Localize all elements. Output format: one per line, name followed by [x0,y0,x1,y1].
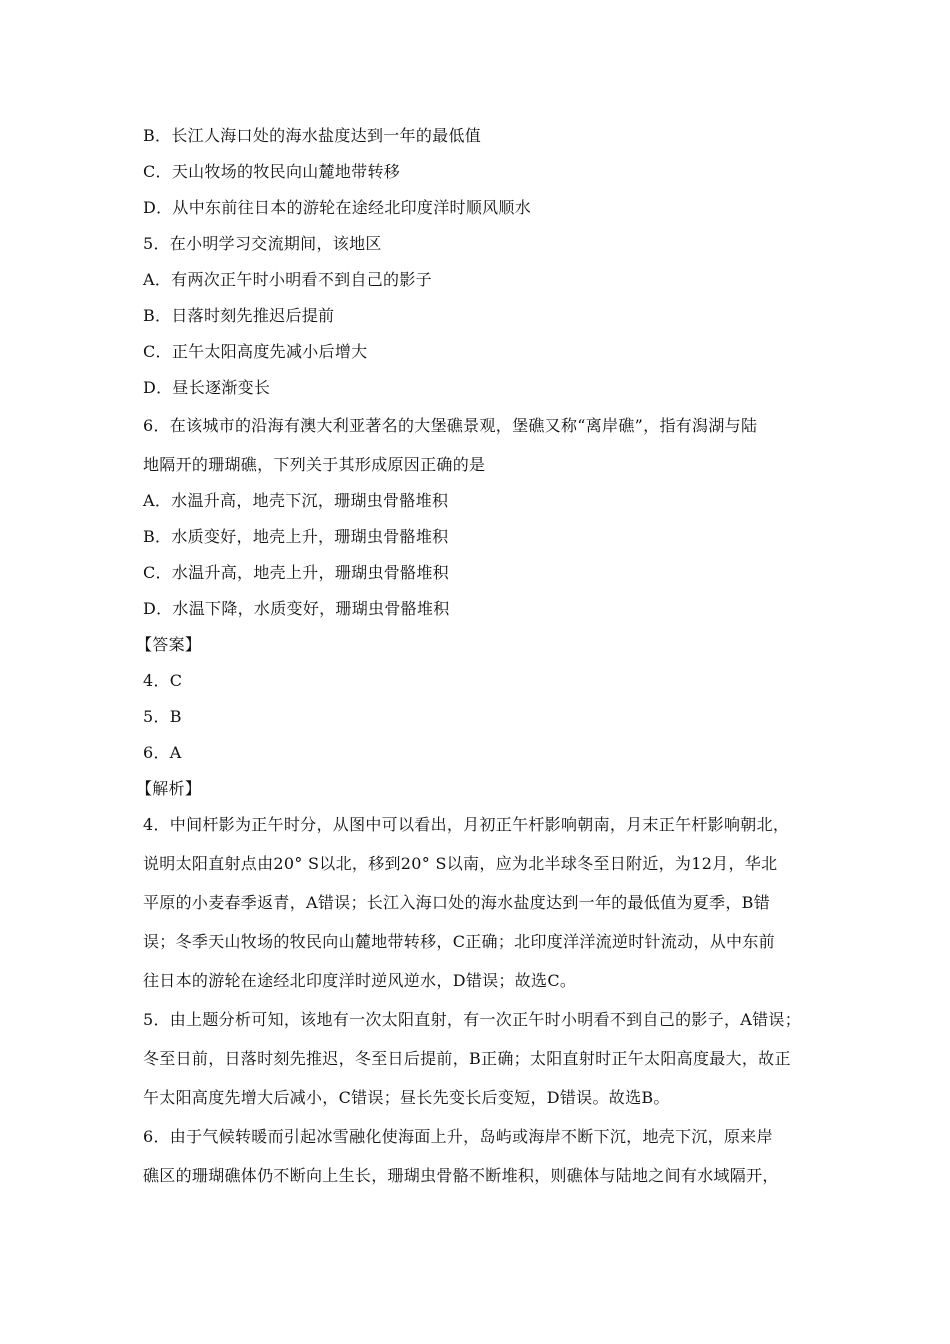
q5-option-a: A．有两次正午时小明看不到自己的影子 [143,270,432,289]
answer-q4: 4．C [143,671,183,690]
q4-option-b: B．长江人海口处的海水盐度达到一年的最低值 [143,126,482,145]
q5-option-c: C．正午太阳高度先减小后增大 [143,342,368,361]
q5-option-b: B．日落时刻先推迟后提前 [143,306,335,325]
analysis-q5-line: 午太阳高度先增大后减小，C错误；昼长先变长后变短，D错误。故选B。 [143,1088,670,1107]
analysis-q6-line: 礁区的珊瑚礁体仍不断向上生长，珊瑚虫骨骼不断堆积，则礁体与陆地之间有水域隔开， [143,1166,779,1185]
analysis-q4-line: 4．中间杆影为正午时分，从图中可以看出，月初正午杆影响朝南，月末正午杆影响朝北， [143,815,790,834]
analysis-q5-line: 5．由上题分析可知，该地有一次太阳直射，有一次正午时小明看不到自己的影子，A错误； [143,1010,802,1029]
analysis-q4-line: 往日本的游轮在途经北印度洋时逆风逆水，D错误；故选C。 [143,971,577,990]
q6-option-c: C．水温升高，地壳上升，珊瑚虫骨骼堆积 [143,563,449,582]
analysis-q5-line: 冬至日前，日落时刻先推迟，冬至日后提前，B正确；太阳直射时正午太阳高度最大，故正 [143,1049,791,1068]
q4-option-c: C．天山牧场的牧民向山麓地带转移 [143,162,401,181]
answer-heading: 【答案】 [136,635,202,654]
q6-stem-line-2: 地隔开的珊瑚礁，下列关于其形成原因正确的是 [143,455,486,474]
analysis-q4-line: 说明太阳直射点由20° S以北，移到20° S以南，应为北半球冬至日附近，为12月，华北 [143,854,778,873]
analysis-q6-line: 6．由于气候转暖而引起冰雪融化使海面上升，岛屿或海岸不断下沉，地壳下沉，原来岸 [143,1127,773,1146]
answer-q5: 5．B [143,707,182,726]
answer-q6: 6．A [143,743,182,762]
q6-option-a: A．水温升高，地壳下沉，珊瑚虫骨骼堆积 [143,491,449,510]
analysis-q4-line: 平原的小麦春季返青，A错误；长江入海口处的海水盐度达到一年的最低值为夏季，B错 [143,893,771,912]
q6-stem-line-1: 6．在该城市的沿海有澳大利亚著名的大堡礁景观，堡礁又称“离岸礁”，指有潟湖与陆 [143,416,758,435]
analysis-q4-line: 误；冬季天山牧场的牧民向山麓地带转移，C正确；北印度洋洋流逆时针流动，从中东前 [143,932,775,951]
q6-option-d: D．水温下降，水质变好，珊瑚虫骨骼堆积 [143,599,450,618]
q5-stem: 5．在小明学习交流期间，该地区 [143,234,382,253]
q6-option-b: B．水质变好，地壳上升，珊瑚虫骨骼堆积 [143,527,449,546]
analysis-heading: 【解析】 [136,779,202,798]
q5-option-d: D．昼长逐渐变长 [143,378,271,397]
q4-option-d: D．从中东前往日本的游轮在途经北印度洋时顺风顺水 [143,198,532,217]
